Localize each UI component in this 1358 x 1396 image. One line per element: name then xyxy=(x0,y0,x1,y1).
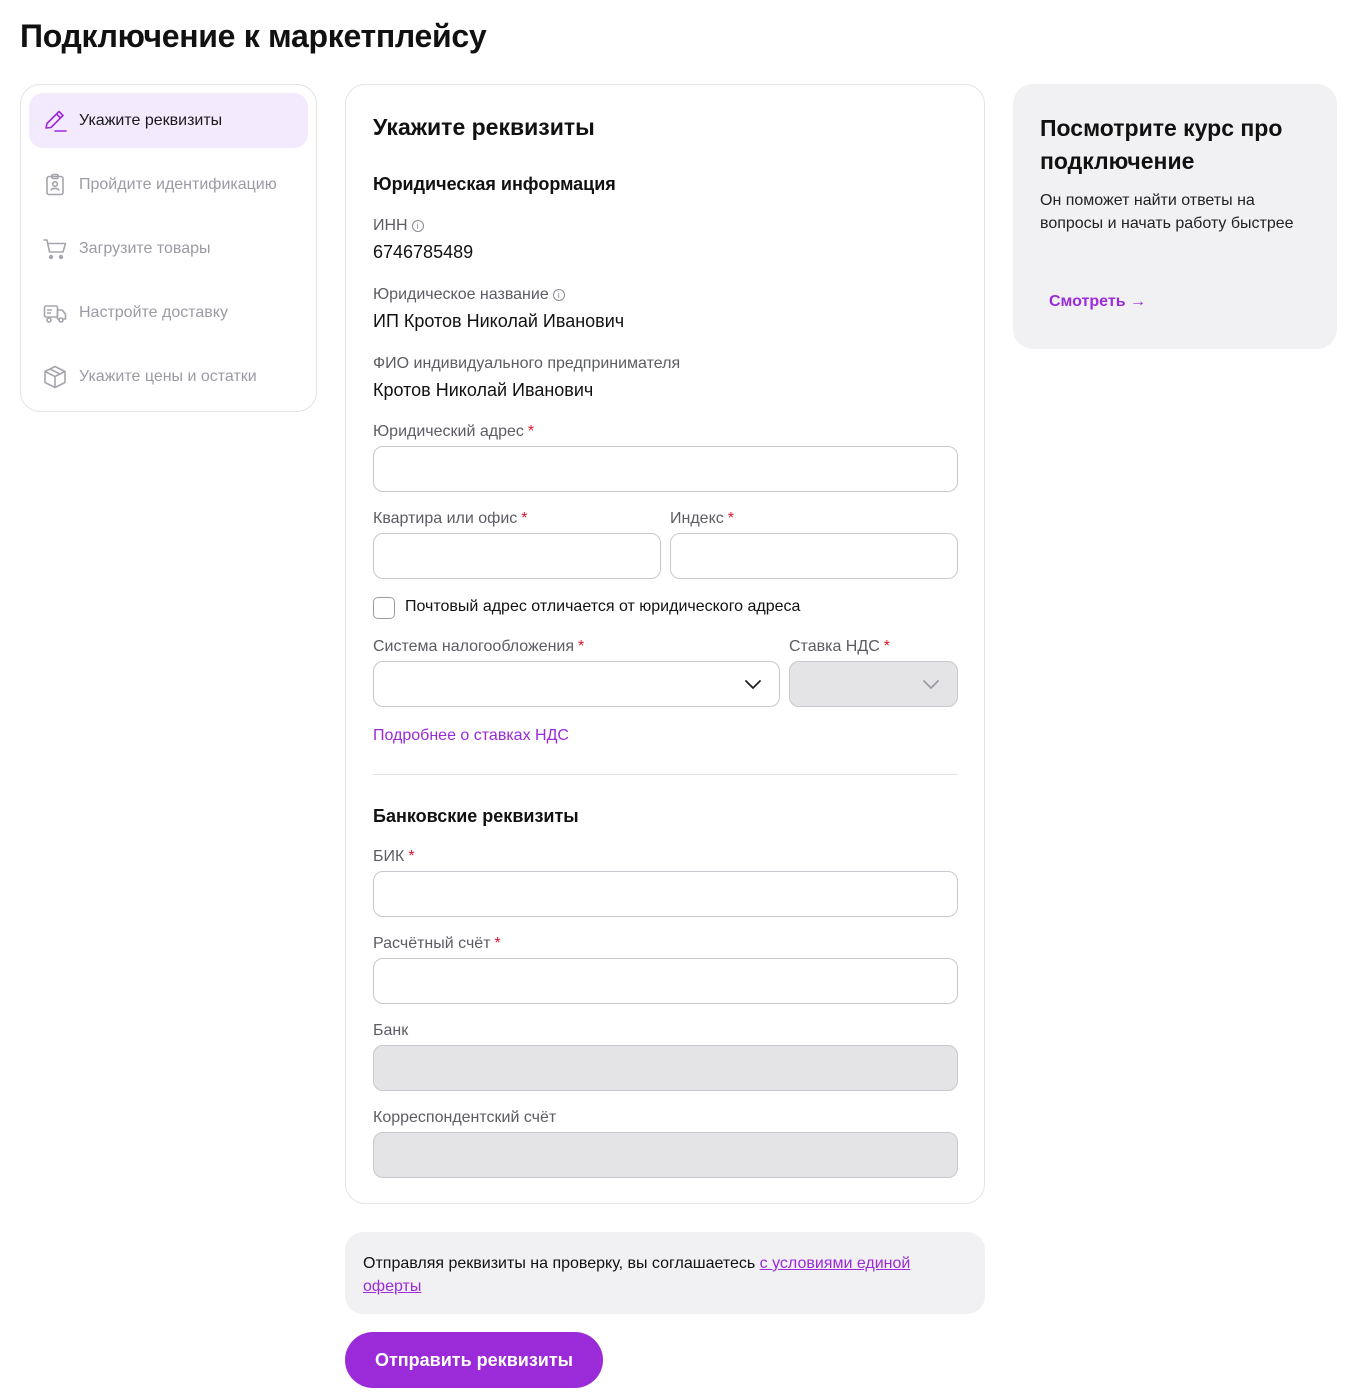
fio-label: ФИО индивидуального предпринимателя xyxy=(373,355,681,372)
bank-input xyxy=(373,1045,958,1091)
step-upload-goods[interactable] xyxy=(29,221,308,276)
steps-sidebar xyxy=(20,84,317,412)
index-input[interactable] xyxy=(670,533,958,579)
legal-name-label: Юридическое название i xyxy=(373,286,565,304)
info-icon[interactable]: i xyxy=(412,220,424,232)
vat-rates-link[interactable]: Подробнее о ставках НДС xyxy=(373,727,569,744)
chevron-down-icon xyxy=(743,676,763,692)
required-mark: * xyxy=(578,638,585,655)
pencil-icon xyxy=(41,107,69,135)
postal-address-checkbox[interactable] xyxy=(373,597,395,619)
info-icon[interactable]: i xyxy=(553,289,565,301)
required-mark: * xyxy=(883,638,890,655)
required-mark: * xyxy=(494,935,501,952)
chevron-down-icon xyxy=(921,676,941,692)
required-mark: * xyxy=(408,848,415,865)
offer-notice-text: Отправляя реквизиты на проверку, вы соглашаетесь xyxy=(363,1255,760,1272)
step-prices-stock[interactable] xyxy=(29,349,308,404)
offer-terms-link[interactable]: с условиями единой оферты xyxy=(363,1255,911,1295)
legal-address-input[interactable] xyxy=(373,446,958,492)
tax-system-label: Система налогообложения * xyxy=(373,638,585,655)
bik-input[interactable] xyxy=(373,871,958,917)
course-title: Посмотрите курс про подключение xyxy=(1040,115,1283,174)
required-mark: * xyxy=(527,423,535,440)
settlement-account-input[interactable] xyxy=(373,958,958,1004)
bank-info-heading: Банковские реквизиты xyxy=(373,806,579,826)
account-label: Расчётный счёт * xyxy=(373,935,501,952)
offer-notice xyxy=(345,1232,985,1314)
inn-label: ИНН i xyxy=(373,217,424,235)
truck-icon xyxy=(41,299,69,327)
watch-course-link[interactable]: Смотреть → xyxy=(1049,293,1146,310)
bank-label: Банк xyxy=(373,1022,409,1039)
legal-name-value: ИП Кротов Николай Иванович xyxy=(373,311,625,331)
fio-value: Кротов Николай Иванович xyxy=(373,380,594,400)
divider xyxy=(373,774,958,775)
address-label: Юридический адрес * xyxy=(373,423,535,440)
step-label: Укажите цены и остатки xyxy=(79,367,257,385)
postal-address-checkbox-label[interactable]: Почтовый адрес отличается от юридического адреса xyxy=(405,598,801,615)
apartment-input[interactable] xyxy=(373,533,661,579)
form-title: Укажите реквизиты xyxy=(373,114,595,140)
tax-system-select[interactable] xyxy=(373,661,780,707)
box-icon xyxy=(41,363,69,391)
step-identification[interactable] xyxy=(29,157,308,212)
corr-account-label: Корреспондентский счёт xyxy=(373,1109,557,1126)
step-requisites[interactable] xyxy=(29,93,308,148)
step-label: Укажите реквизиты xyxy=(79,111,223,129)
step-label: Загрузите товары xyxy=(79,239,211,257)
step-label: Пройдите идентификацию xyxy=(79,175,277,193)
required-mark: * xyxy=(727,510,734,527)
required-mark: * xyxy=(521,510,528,527)
course-text: Он поможет найти ответы на вопросы и начать работу быстрее xyxy=(1040,192,1294,232)
submit-requisites-button[interactable]: Отправить реквизиты xyxy=(345,1332,603,1388)
page-title: Подключение к маркетплейсу xyxy=(20,18,487,54)
apartment-label: Квартира или офис * xyxy=(373,510,528,527)
vat-rate-select[interactable] xyxy=(789,661,958,707)
legal-info-heading: Юридическая информация xyxy=(373,174,616,194)
step-label: Настройте доставку xyxy=(79,303,228,321)
vat-rate-label: Ставка НДС * xyxy=(789,638,890,655)
bik-label: БИК * xyxy=(373,848,415,865)
requisites-form-card xyxy=(345,84,985,1204)
course-card xyxy=(1013,84,1337,349)
cart-icon xyxy=(41,235,69,263)
index-label: Индекс * xyxy=(670,510,734,527)
corr-account-input xyxy=(373,1132,958,1178)
id-badge-icon xyxy=(41,171,69,199)
inn-value: 6746785489 xyxy=(373,242,474,262)
step-delivery[interactable] xyxy=(29,285,308,340)
